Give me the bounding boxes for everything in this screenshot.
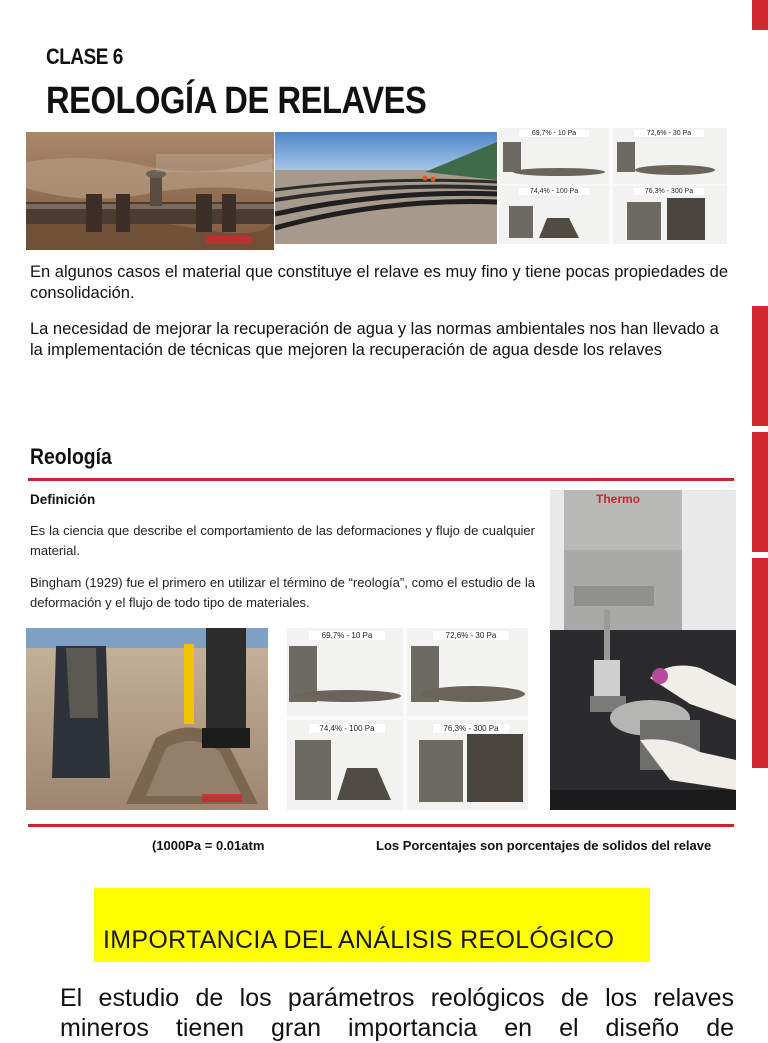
slump-test-grid-top [499,128,727,244]
intro-paragraph-2: La necesidad de mejorar la recuperación de agua y las normas ambientales nos han llevado a la implementación de técnicas que mejoren la recuperación de agua desde los relaves [30,320,719,359]
rheometer-photo [550,490,736,810]
slump-label: 69,7% - 10 Pa [309,631,385,640]
slump-label: 76,3% - 300 Pa [433,724,509,733]
edge-segment [752,306,768,426]
section-divider [28,478,734,481]
section-divider [28,824,734,827]
pipeline-photo [275,132,497,244]
edge-segment [752,558,768,768]
slump-cone-photo [26,628,268,810]
definition-title: Definición [30,492,96,507]
class-number: CLASE 6 [46,44,123,69]
page-title: REOLOGÍA DE RELAVES [46,80,427,122]
slump-label: 69,7% - 10 Pa [519,130,589,137]
slump-label: 74,4% - 100 Pa [519,188,589,195]
slump-test-grid-bottom [287,628,528,810]
rheometer-brand-logo: Thermo [596,492,641,506]
pressure-conversion-note: (1000Pa = 0.01atm [152,838,265,853]
edge-accent-strip [752,0,768,1024]
slump-label: 72,6% - 30 Pa [433,631,509,640]
section-title-reologia: Reología [30,444,112,469]
slump-label: 72,6% - 30 Pa [634,130,704,137]
importance-heading: IMPORTANCIA DEL ANÁLISIS REOLÓGICO [103,926,615,954]
importance-paragraph: El estudio de los parámetros reológicos de los relaves mineros tienen gran importancia en el diseño de [60,984,734,1042]
intro-paragraph-1: En algunos casos el material que constituye el relave es muy fino y tiene pocas propiedades de consolidación. [30,263,728,302]
slump-label: 74,4% - 100 Pa [309,724,385,733]
definition-text-1: Es la ciencia que describe el comportamiento de las deformaciones y flujo de cualquier material. [30,523,535,558]
edge-segment [752,0,768,30]
definition-text-2: Bingham (1929) fue el primero en utilizar el término de “reología”, como el estudio de la deformación y el flujo de todo tipo de materiales. [30,575,535,610]
percent-solids-note: Los Porcentajes son porcentajes de solidos del relave [376,838,712,853]
importance-heading-box [94,888,650,962]
slump-label: 76,3% - 300 Pa [634,188,704,195]
pipe-photo [26,132,274,250]
edge-segment [752,432,768,552]
